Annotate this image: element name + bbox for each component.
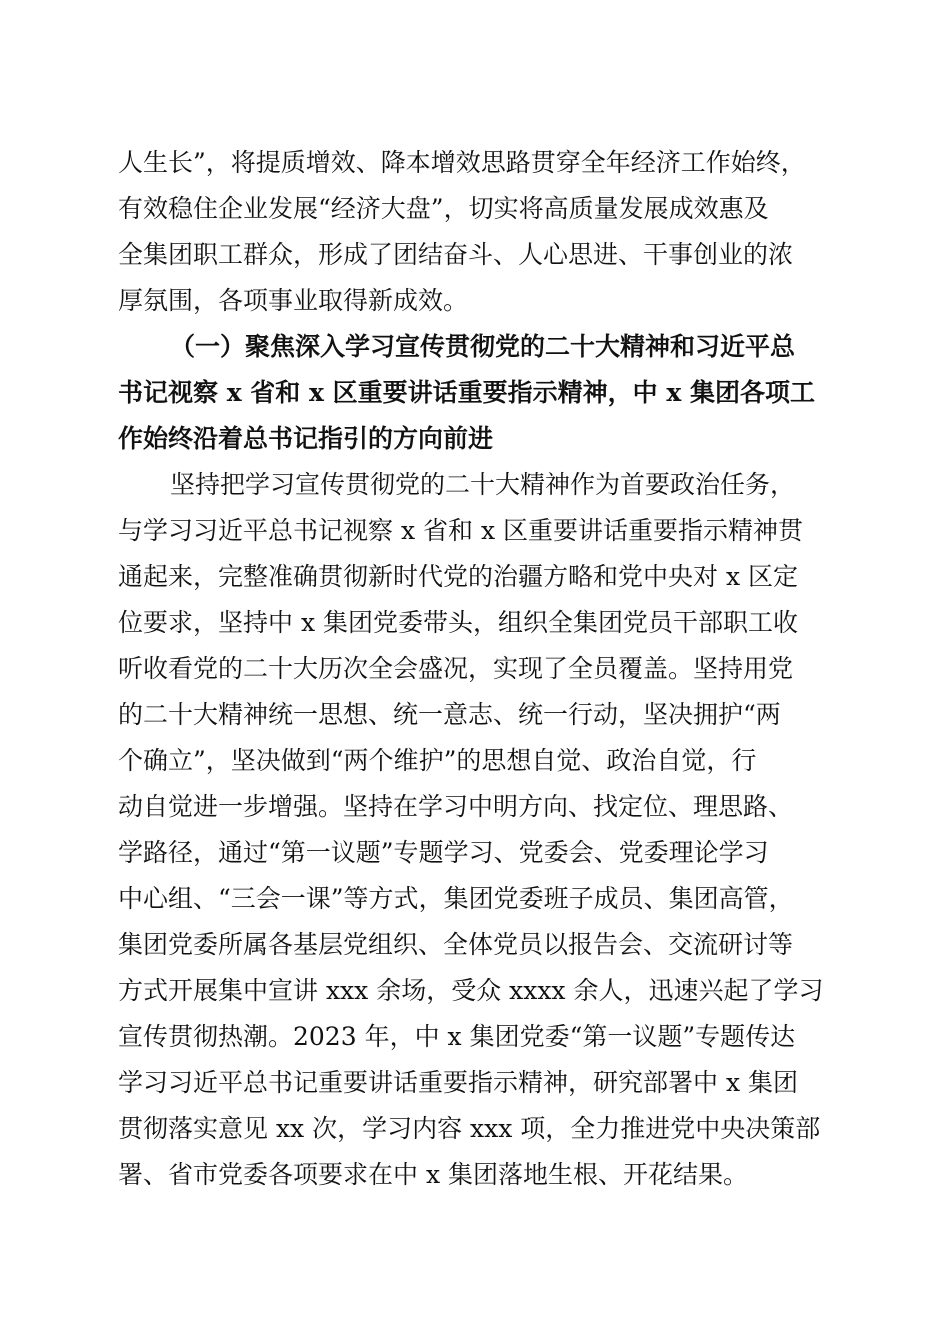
body-line: 通起来，完整准确贯彻新时代党的治疆方略和党中央对 x 区定 <box>118 562 798 591</box>
body-line: 中心组、“三会一课”等方式，集团党委班子成员、集团高管， <box>118 884 794 913</box>
body-line: 宣传贯彻热潮。2023 年，中 x 集团党委“第一议题”专题传达 <box>118 1022 796 1051</box>
body-line: 学路径，通过“第一议题”专题学习、党委会、党委理论学习 <box>118 838 769 867</box>
body-line: 集团党委所属各基层党组织、全体党员以报告会、交流研讨等 <box>118 930 794 959</box>
body-line: 个确立”，坚决做到“两个维护”的思想自觉、政治自觉，行 <box>118 746 757 775</box>
heading-line: 书记视察 x 省和 x 区重要讲话重要指示精神，中 x 集团各项工 <box>118 378 815 407</box>
body-line: 位要求，坚持中 x 集团党委带头，组织全集团党员干部职工收 <box>118 608 798 637</box>
body-line: 方式开展集中宣讲 xxx 余场，受众 xxxx 余人，迅速兴起了学习 <box>118 976 824 1005</box>
body-line: 贯彻落实意见 xx 次，学习内容 xxx 项，全力推进党中央决策部 <box>118 1114 821 1143</box>
intro-line: 厚氛围，各项事业取得新成效。 <box>118 286 469 315</box>
intro-line: 人生长”，将提质增效、降本增效思路贯穿全年经济工作始终， <box>118 148 806 177</box>
body-line: 动自觉进一步增强。坚持在学习中明方向、找定位、理思路、 <box>118 792 794 821</box>
heading-line: （一）聚焦深入学习宣传贯彻党的二十大精神和习近平总 <box>170 332 796 361</box>
intro-line: 全集团职工群众，形成了团结奋斗、人心思进、干事创业的浓 <box>118 240 794 269</box>
body-line: 与学习习近平总书记视察 x 省和 x 区重要讲话重要指示精神贯 <box>118 516 803 545</box>
body-line: 的二十大精神统一思想、统一意志、统一行动，坚决拥护“两 <box>118 700 781 729</box>
body-line: 听收看党的二十大历次全会盛况，实现了全员覆盖。坚持用党 <box>118 654 794 683</box>
heading-line: 作始终沿着总书记指引的方向前进 <box>118 424 494 453</box>
intro-line: 有效稳住企业发展“经济大盘”，切实将高质量发展成效惠及 <box>118 194 769 223</box>
body-line: 学习习近平总书记重要讲话重要指示精神，研究部署中 x 集团 <box>118 1068 798 1097</box>
body-line: 署、省市党委各项要求在中 x 集团落地生根、开花结果。 <box>118 1160 748 1189</box>
body-line: 坚持把学习宣传贯彻党的二十大精神作为首要政治任务， <box>170 470 796 499</box>
